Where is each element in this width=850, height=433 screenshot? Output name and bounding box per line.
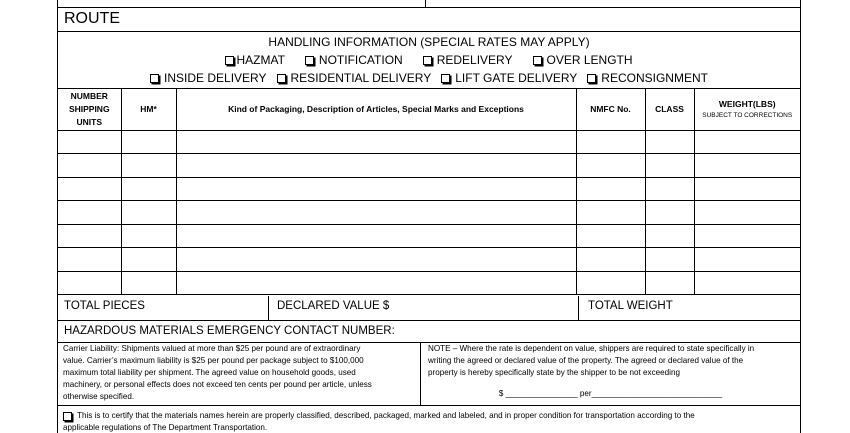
description-cell[interactable] xyxy=(176,177,576,201)
text-line: otherwise specified. xyxy=(63,392,135,401)
total-weight-label: TOTAL WEIGHT xyxy=(588,300,673,312)
weight-cell[interactable] xyxy=(694,177,800,201)
hm-cell[interactable] xyxy=(121,177,176,201)
hm-cell[interactable] xyxy=(121,224,176,248)
option-label: HAZMAT xyxy=(236,53,285,67)
handling-options-line-1 xyxy=(58,53,800,67)
checkbox-icon xyxy=(150,74,159,83)
nmfc-cell[interactable] xyxy=(576,248,645,272)
nmfc-cell[interactable] xyxy=(576,201,645,225)
text-line: property is hereby specifically state by the shipper to be not exceeding xyxy=(428,368,680,377)
checkbox-icon xyxy=(533,56,542,65)
option-inside-delivery[interactable] xyxy=(150,71,266,85)
table-row xyxy=(58,271,800,295)
option-label: LIFT GATE DELIVERY xyxy=(455,71,578,85)
route-label: ROUTE xyxy=(64,10,120,27)
table-row xyxy=(58,224,800,248)
shipment-items-table xyxy=(58,89,800,295)
option-reconsignment[interactable] xyxy=(587,71,708,85)
route-field[interactable] xyxy=(58,8,800,32)
header-note: SUBJECT TO CORRECTIONS xyxy=(702,111,793,119)
weight-cell[interactable] xyxy=(694,130,800,154)
option-residential-delivery[interactable] xyxy=(277,71,432,85)
table-row xyxy=(58,177,800,201)
certification-text: This is to certify that the materials names herein are properly classified, described, packaged, marked and labeled, and in proper condition for transportation according to the xyxy=(77,411,695,420)
top-right-field[interactable] xyxy=(425,0,800,7)
top-left-field[interactable] xyxy=(58,0,425,7)
weight-cell[interactable] xyxy=(694,248,800,272)
hazmat-contact-field[interactable] xyxy=(58,321,800,343)
option-label: NOTIFICATION xyxy=(318,53,403,67)
hm-cell[interactable] xyxy=(121,201,176,225)
checkbox-icon xyxy=(441,74,450,83)
header-line: HM* xyxy=(140,103,157,114)
description-cell[interactable] xyxy=(176,201,576,225)
table-row xyxy=(58,154,800,178)
description-cell[interactable] xyxy=(176,248,576,272)
table-row xyxy=(58,248,800,272)
handling-information-section xyxy=(58,32,800,89)
text-line: value. Carrier’s maximum liability is $25 per pound per package subject to $100,000 xyxy=(63,356,364,365)
shipping-units-cell[interactable] xyxy=(58,271,121,295)
shipping-units-cell[interactable] xyxy=(58,154,121,178)
text-line: NOTE – Where the rate is dependent on value, shippers are required to state specifically in xyxy=(428,344,755,353)
items-table-body xyxy=(58,130,800,295)
description-cell[interactable] xyxy=(176,154,576,178)
weight-cell[interactable] xyxy=(694,224,800,248)
declared-value-label: DECLARED VALUE $ xyxy=(277,300,390,312)
handling-options-line-2 xyxy=(58,71,800,85)
column-header-description xyxy=(176,89,576,130)
shipping-units-cell[interactable] xyxy=(58,177,121,201)
nmfc-cell[interactable] xyxy=(576,154,645,178)
option-over-length[interactable] xyxy=(533,53,633,67)
option-hazmat[interactable] xyxy=(225,53,284,67)
certification-line-2: applicable regulations of The Department Transportation. xyxy=(63,423,268,432)
handling-title: HANDLING INFORMATION (SPECIAL RATES MAY APPLY) xyxy=(268,35,590,49)
column-header-class xyxy=(645,89,694,130)
option-label: REDELIVERY xyxy=(436,53,513,67)
checkbox-icon[interactable] xyxy=(63,412,72,421)
hm-cell[interactable] xyxy=(121,130,176,154)
table-header-row xyxy=(58,89,800,130)
column-header-weight xyxy=(694,89,800,130)
checkbox-icon xyxy=(277,74,286,83)
class-cell[interactable] xyxy=(645,271,694,295)
checkbox-icon xyxy=(225,56,234,65)
description-cell[interactable] xyxy=(176,271,576,295)
hm-cell[interactable] xyxy=(121,271,176,295)
option-lift-gate-delivery[interactable] xyxy=(441,71,577,85)
option-label: OVER LENGTH xyxy=(546,53,633,67)
option-label: RECONSIGNMENT xyxy=(601,71,708,85)
column-header-hm xyxy=(121,89,176,130)
declared-value-fill-line[interactable]: $ ________________ per_____________________________ xyxy=(498,389,723,398)
checkbox-icon xyxy=(587,74,596,83)
bill-of-lading-form xyxy=(57,0,801,433)
nmfc-cell[interactable] xyxy=(576,224,645,248)
nmfc-cell[interactable] xyxy=(576,130,645,154)
class-cell[interactable] xyxy=(645,224,694,248)
text-line: maximum total liability per shipment. The agreed value on household goods, used xyxy=(63,368,356,377)
liability-section xyxy=(58,343,800,406)
class-cell[interactable] xyxy=(645,130,694,154)
total-pieces-field[interactable] xyxy=(58,296,268,320)
description-cell[interactable] xyxy=(176,130,576,154)
shipping-units-cell[interactable] xyxy=(58,201,121,225)
column-header-nmfc xyxy=(576,89,645,130)
header-line: SHIPPING xyxy=(68,103,110,114)
certification-section xyxy=(58,406,800,433)
checkbox-icon xyxy=(423,56,432,65)
declared-value-note xyxy=(420,343,800,405)
option-label: INSIDE DELIVERY xyxy=(164,71,267,85)
header-line: UNITS xyxy=(76,116,102,127)
total-weight-field[interactable] xyxy=(578,296,800,320)
nmfc-cell[interactable] xyxy=(576,177,645,201)
checkbox-icon xyxy=(305,56,314,65)
top-strip xyxy=(58,0,800,8)
description-cell[interactable] xyxy=(176,224,576,248)
weight-cell[interactable] xyxy=(694,154,800,178)
text-line: Carrier Liability: Shipments valued at more than $25 per pound are of extraordinary xyxy=(63,344,361,353)
totals-row xyxy=(58,296,800,321)
table-row xyxy=(58,130,800,154)
option-redelivery[interactable] xyxy=(423,53,513,67)
shipping-units-cell[interactable] xyxy=(58,248,121,272)
weight-cell[interactable] xyxy=(694,201,800,225)
header-line: WEIGHT(LBS) xyxy=(718,98,776,109)
total-pieces-label: TOTAL PIECES xyxy=(64,300,145,312)
nmfc-cell[interactable] xyxy=(576,271,645,295)
hazmat-contact-label: HAZARDOUS MATERIALS EMERGENCY CONTACT NUMBER: xyxy=(64,325,395,337)
text-line: writing the agreed or declared value of the property. The agreed or declared value of the xyxy=(428,356,744,365)
header-line: NUMBER xyxy=(70,90,108,101)
header-line: CLASS xyxy=(655,103,684,114)
header-line: Kind of Packaging, Description of Articles, Special Marks and Exceptions xyxy=(228,103,524,114)
shipping-units-cell[interactable] xyxy=(58,224,121,248)
header-line: NMFC No. xyxy=(590,103,631,114)
class-cell[interactable] xyxy=(645,201,694,225)
weight-cell[interactable] xyxy=(694,271,800,295)
certification-line-1 xyxy=(58,410,800,422)
class-cell[interactable] xyxy=(645,248,694,272)
option-notification[interactable] xyxy=(305,53,403,67)
option-label: RESIDENTIAL DELIVERY xyxy=(290,71,432,85)
hm-cell[interactable] xyxy=(121,154,176,178)
class-cell[interactable] xyxy=(645,154,694,178)
column-header-shipping-units xyxy=(58,89,121,130)
text-line: machinery, or personal effects does not exceed ten cents per pound per article, unless xyxy=(63,380,372,389)
table-row xyxy=(58,201,800,225)
declared-value-field[interactable] xyxy=(268,296,578,320)
hm-cell[interactable] xyxy=(121,248,176,272)
shipping-units-cell[interactable] xyxy=(58,130,121,154)
class-cell[interactable] xyxy=(645,177,694,201)
carrier-liability-text xyxy=(58,343,420,405)
